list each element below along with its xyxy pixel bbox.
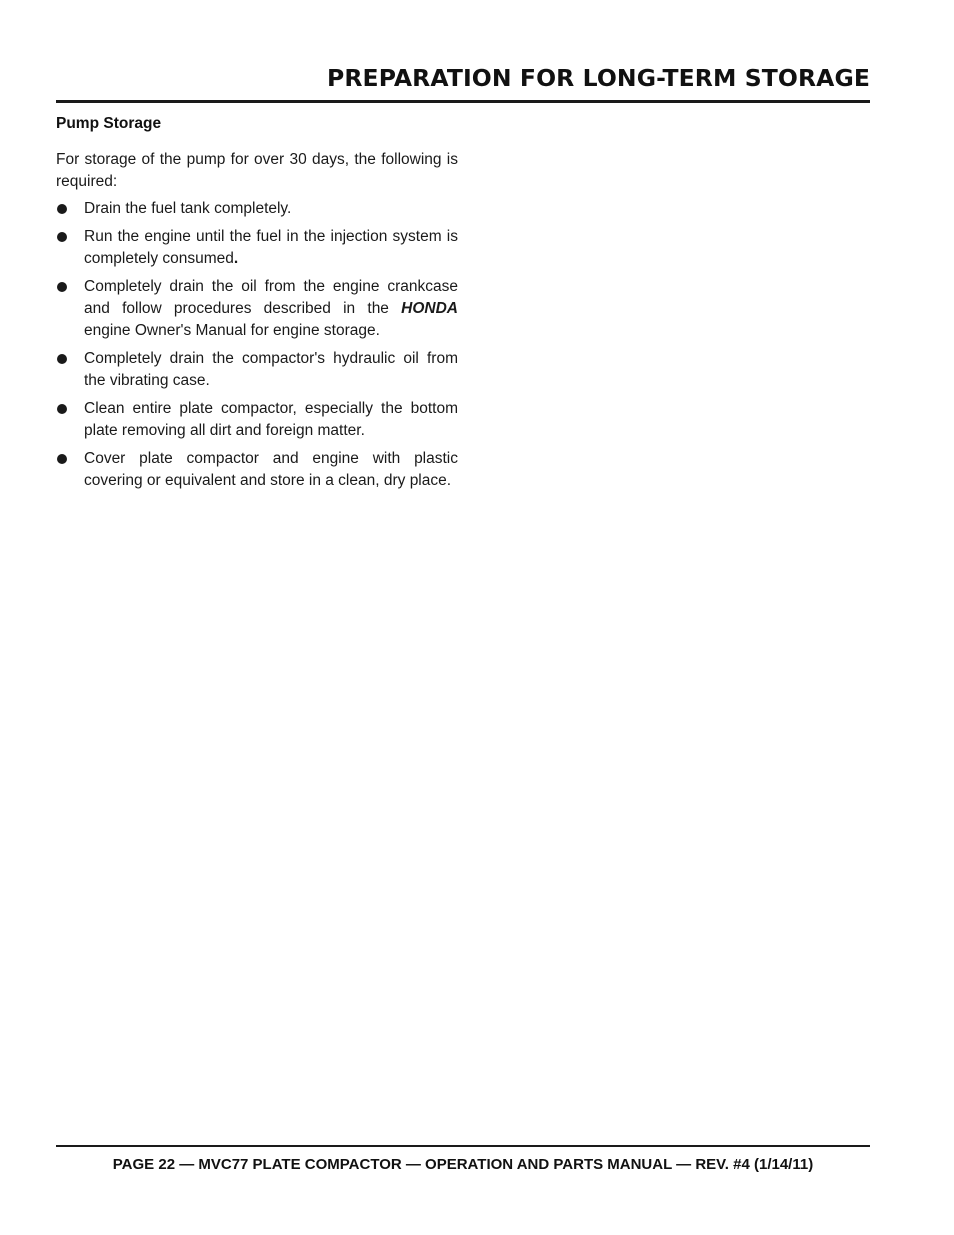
page-footer: PAGE 22 — MVC77 PLATE COMPACTOR — OPERATION AND PARTS MANUAL — REV. #4 (1/14/11) — [112, 1156, 814, 1173]
bullet-icon — [57, 404, 67, 414]
list-item-text: Cover plate compactor and engine with plastic covering or equivalent and store in a clean, dry place. — [84, 450, 458, 489]
bullet-list — [56, 198, 458, 492]
list-item — [56, 226, 458, 270]
list-item — [56, 276, 458, 342]
main-content — [56, 114, 458, 498]
list-item-text: Completely drain the oil from the engine crankcase and follow procedures described in the — [84, 278, 458, 317]
intro-paragraph: For storage of the pump for over 30 days, the following is required: — [56, 151, 458, 190]
bullet-icon — [57, 282, 67, 292]
bullet-icon — [57, 232, 67, 242]
footer-divider — [56, 1145, 870, 1147]
list-item-text: engine Owner's Manual for engine storage. — [84, 322, 380, 339]
brand-name: HONDA — [401, 300, 458, 317]
list-item-text: Completely drain the compactor's hydraulic oil from the vibrating case. — [84, 350, 458, 389]
bullet-icon — [57, 354, 67, 364]
list-item — [56, 198, 458, 220]
list-item-text: Run the engine until the fuel in the injection system is completely consumed — [84, 228, 458, 267]
list-item — [56, 348, 458, 392]
list-item-emphasis: . — [233, 250, 239, 267]
bullet-icon — [57, 204, 67, 214]
title-divider — [56, 100, 870, 103]
section-heading: Pump Storage — [56, 115, 162, 132]
list-item-text: Drain the fuel tank completely. — [84, 200, 292, 217]
bullet-icon — [57, 454, 67, 464]
list-item — [56, 398, 458, 442]
page-title: PREPARATION FOR LONG-TERM STORAGE — [327, 64, 870, 92]
list-item — [56, 448, 458, 492]
list-item-text: Clean entire plate compactor, especially the bottom plate removing all dirt and foreign matter. — [84, 400, 458, 439]
